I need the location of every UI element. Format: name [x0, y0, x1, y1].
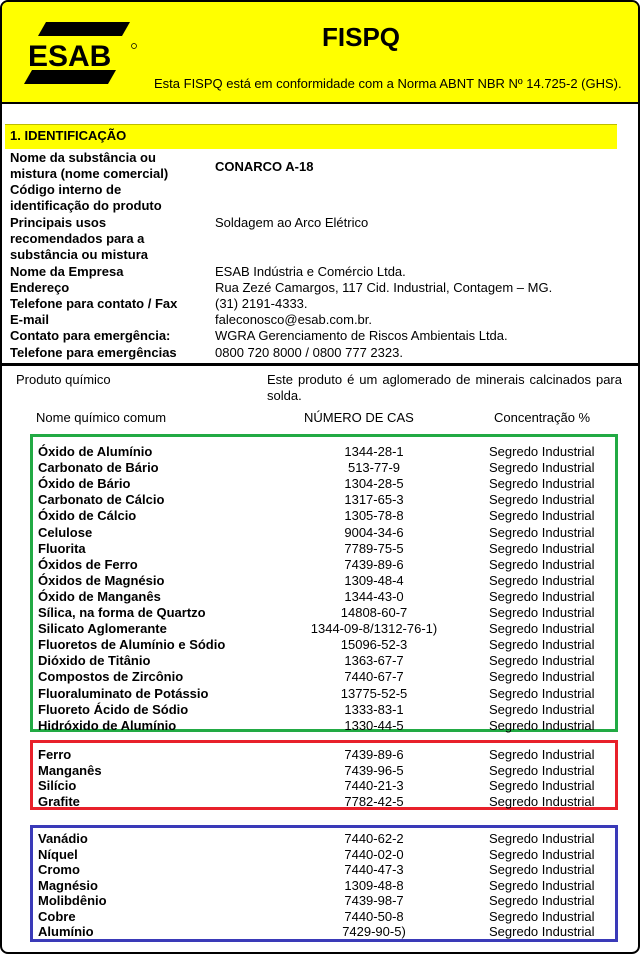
chemical-name: Fluorita: [38, 541, 86, 556]
chemical-name: Fluoreto Ácido de Sódio: [38, 702, 189, 717]
esab-logo: [24, 22, 142, 84]
concentration: Segredo Industrial: [489, 621, 595, 636]
cas-number: 7789-75-5: [344, 541, 404, 556]
field-value-company: ESAB Indústria e Comércio Ltda.: [215, 264, 406, 279]
field-value-email: faleconosco@esab.com.br.: [215, 312, 373, 327]
cas-number: 7782-42-5: [344, 794, 404, 809]
concentration: Segredo Industrial: [489, 831, 595, 846]
field-value-name: CONARCO A-18: [215, 159, 314, 174]
concentration: Segredo Industrial: [489, 893, 595, 908]
chemical-name: Óxidos de Magnésio: [38, 573, 165, 588]
chemical-name: Óxido de Manganês: [38, 589, 161, 604]
concentration: Segredo Industrial: [489, 637, 595, 652]
column-header-name: Nome químico comum: [36, 410, 167, 425]
cas-number: 7440-47-3: [344, 862, 404, 877]
cas-number: 7440-02-0: [344, 847, 404, 862]
cas-number: 1344-28-1: [344, 444, 404, 459]
concentration: Segredo Industrial: [489, 686, 595, 701]
concentration: Segredo Industrial: [489, 653, 595, 668]
cas-number: 1344-43-0: [344, 589, 404, 604]
cas-number: 7439-89-6: [344, 747, 404, 762]
chemical-name: Celulose: [38, 525, 93, 540]
chemical-name: Cobre: [38, 909, 76, 924]
section-divider: [2, 363, 638, 366]
concentration: Segredo Industrial: [489, 778, 595, 793]
chemical-name: Fluoretos de Alumínio e Sódio: [38, 637, 226, 652]
concentration: Segredo Industrial: [489, 573, 595, 588]
chemical-name: Óxidos de Ferro: [38, 557, 138, 572]
field-label-company: Nome da Empresa: [10, 264, 124, 279]
concentration: Segredo Industrial: [489, 492, 595, 507]
field-label-name: Nome da substância ou mistura (nome comercial): [10, 150, 169, 181]
chemical-name: Compostos de Zircônio: [38, 669, 184, 684]
concentration: Segredo Industrial: [489, 794, 595, 809]
cas-number: 15096-52-3: [340, 637, 408, 652]
field-label-emergency-phone: Telefone para emergências: [10, 345, 177, 360]
chemical-name: Magnésio: [38, 878, 98, 893]
concentration: Segredo Industrial: [489, 476, 595, 491]
cas-number: 1344-09-8/1312-76-1): [310, 621, 438, 636]
concentration: Segredo Industrial: [489, 669, 595, 684]
chemical-name: Vanádio: [38, 831, 88, 846]
concentration: Segredo Industrial: [489, 702, 595, 717]
cas-number: 1305-78-8: [344, 508, 404, 523]
chemical-name: Silício: [38, 778, 77, 793]
cas-number: 1317-65-3: [344, 492, 404, 507]
chemical-name: Fluoraluminato de Potássio: [38, 686, 209, 701]
chemical-name: Grafite: [38, 794, 80, 809]
concentration: Segredo Industrial: [489, 847, 595, 862]
chemical-name: Sílica, na forma de Quartzo: [38, 605, 206, 620]
concentration: Segredo Industrial: [489, 718, 595, 733]
concentration: Segredo Industrial: [489, 862, 595, 877]
product-description: Este produto é um aglomerado de minerais calcinados para solda.: [267, 372, 622, 403]
concentration: Segredo Industrial: [489, 878, 595, 893]
field-value-emergency-contact: WGRA Gerenciamento de Riscos Ambientais Ltda.: [215, 328, 508, 343]
cas-number: 7440-67-7: [344, 669, 404, 684]
chemical-name: Cromo: [38, 862, 80, 877]
chemical-name: Óxido de Alumínio: [38, 444, 153, 459]
cas-number: 7439-96-5: [344, 763, 404, 778]
cas-number: 1309-48-4: [344, 573, 404, 588]
chemical-name: Óxido de Bário: [38, 476, 131, 491]
chemical-name: Hidróxido de Alumínio: [38, 718, 177, 733]
chemical-name: Óxido de Cálcio: [38, 508, 137, 523]
field-label-code: Código interno de identificação do produto: [10, 182, 162, 213]
field-value-phone: (31) 2191-4333.: [215, 296, 308, 311]
column-header-cas: NÚMERO DE CAS: [304, 410, 414, 425]
cas-number: 1330-44-5: [344, 718, 404, 733]
concentration: Segredo Industrial: [489, 909, 595, 924]
concentration: Segredo Industrial: [489, 747, 595, 762]
chemical-name: Carbonato de Cálcio: [38, 492, 165, 507]
field-label-uses: Principais usos recomendados para a substância ou mistura: [10, 215, 148, 262]
norma-statement: Esta FISPQ está em conformidade com a Norma ABNT NBR Nº 14.725-2 (GHS).: [154, 76, 622, 91]
concentration: Segredo Industrial: [489, 763, 595, 778]
chemical-name: Ferro: [38, 747, 72, 762]
concentration: Segredo Industrial: [489, 508, 595, 523]
concentration: Segredo Industrial: [489, 460, 595, 475]
column-header-concentration: Concentração %: [494, 410, 591, 425]
cas-number: 7439-98-7: [344, 893, 404, 908]
concentration: Segredo Industrial: [489, 924, 595, 939]
cas-number: 7439-89-6: [344, 557, 404, 572]
section-title: 1. IDENTIFICAÇÃO: [10, 128, 127, 143]
concentration: Segredo Industrial: [489, 557, 595, 572]
header-banner: [2, 2, 638, 104]
cas-number: 9004-34-6: [344, 525, 404, 540]
cas-number: 14808-60-7: [340, 605, 408, 620]
field-label-email: E-mail: [10, 312, 50, 327]
cas-number: 513-77-9: [347, 460, 401, 475]
product-label: Produto químico: [16, 372, 111, 387]
esab-logo-text: ESAB: [28, 40, 112, 73]
concentration: Segredo Industrial: [489, 589, 595, 604]
chemical-name: Dióxido de Titânio: [38, 653, 151, 668]
concentration: Segredo Industrial: [489, 525, 595, 540]
cas-number: 1363-67-7: [344, 653, 404, 668]
concentration: Segredo Industrial: [489, 541, 595, 556]
cas-number: 7429-90-5): [342, 924, 406, 939]
page-title: FISPQ: [322, 22, 401, 52]
chemical-name: Alumínio: [38, 924, 94, 939]
chemical-name: Molibdênio: [38, 893, 107, 908]
cas-number: 1304-28-5: [344, 476, 404, 491]
cas-number: 7440-50-8: [344, 909, 404, 924]
cas-number: 1333-83-1: [344, 702, 404, 717]
concentration: Segredo Industrial: [489, 444, 595, 459]
field-label-emergency-contact: Contato para emergência:: [10, 328, 171, 343]
field-value-uses: Soldagem ao Arco Elétrico: [215, 215, 369, 230]
concentration: Segredo Industrial: [489, 605, 595, 620]
field-label-address: Endereço: [10, 280, 70, 295]
cas-number: 7440-21-3: [344, 778, 404, 793]
cas-number: 1309-48-8: [344, 878, 404, 893]
cas-number: 13775-52-5: [340, 686, 408, 701]
field-label-phone: Telefone para contato / Fax: [10, 296, 178, 311]
chemical-name: Níquel: [38, 847, 78, 862]
cas-number: 7440-62-2: [344, 831, 404, 846]
chemical-name: Carbonato de Bário: [38, 460, 159, 475]
field-value-address: Rua Zezé Camargos, 117 Cid. Industrial, Contagem – MG.: [215, 280, 553, 295]
field-value-emergency-phone: 0800 720 8000 / 0800 777 2323.: [215, 345, 403, 360]
chemical-name: Manganês: [38, 763, 102, 778]
chemical-name: Silicato Aglomerante: [38, 621, 167, 636]
